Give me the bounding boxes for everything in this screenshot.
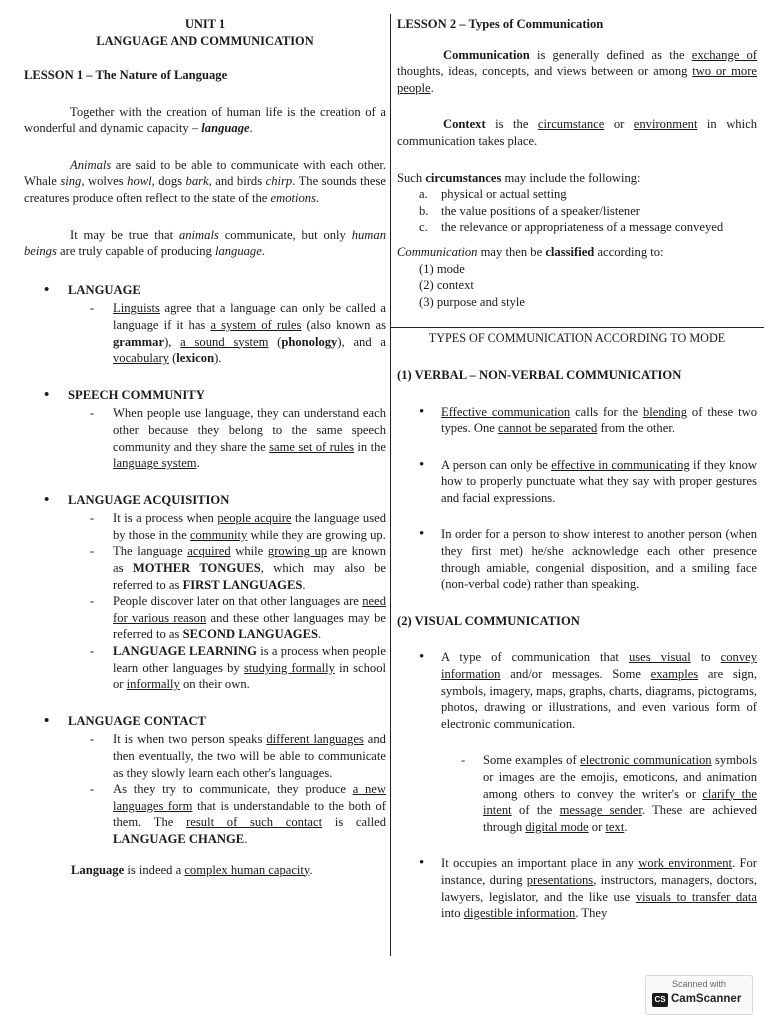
text-run: and these other languages may be referred to as (113, 610, 386, 642)
text-run: It is when two person speaks (113, 732, 267, 747)
lesson1-title: LESSON 1 – The Nature of Language (24, 68, 228, 82)
text-run: , instructors, managers, doctors, lawyers, legislator, and the like use (441, 872, 757, 904)
section-item (24, 593, 386, 643)
text-run: exchange of (691, 47, 758, 62)
section-item (24, 731, 386, 781)
section-heading: • LANGUAGE ACQUISITION (24, 492, 386, 509)
text-run: Animals (70, 157, 112, 172)
text-run: examples (650, 667, 699, 682)
text-run: on their own. (179, 677, 250, 692)
text-run: if they know how to properly punctuate what they say with proper gestures and facial expressions. (441, 457, 757, 505)
list-text: the value positions of a speaker/listener (441, 203, 640, 218)
text-run: while (230, 544, 268, 559)
text-run: vocabulary (113, 351, 169, 366)
text-run: of these two types. One (441, 404, 757, 436)
text-run: , and birds (208, 174, 266, 189)
text-run: acquired (187, 544, 231, 559)
text-run: animals (178, 227, 219, 242)
text-run: , which may also be referred to as (113, 561, 387, 592)
left-column (24, 16, 386, 878)
text-run: are sign, symbols, imagery, maps, graphs, charts, diagrams, pictograms, photos, drawing or illustrations, and even various form of electronic communication. (441, 667, 757, 731)
text-run: Some examples of (483, 753, 581, 768)
text-run: electronic communication (580, 753, 712, 768)
communication-definition (397, 47, 757, 97)
text-run: thoughts, ideas, concepts, and views between or among (397, 64, 693, 79)
camscanner-name: CamScanner (671, 993, 742, 1005)
text-run: . (261, 244, 265, 259)
text-run: , dogs (151, 174, 186, 189)
text-run: human beings (24, 227, 386, 259)
text-run: community (189, 527, 248, 542)
text-run: visuals to transfer data (635, 889, 757, 904)
section-heading: • SPEECH COMMUNITY (24, 387, 386, 404)
text-run: sing (60, 174, 82, 189)
text-run: uses visual (628, 650, 691, 665)
text-run: , wolves (81, 174, 128, 189)
text-run: FIRST LANGUAGES (182, 577, 303, 592)
visual-sub-item (397, 752, 757, 835)
text-run: classified (545, 244, 595, 259)
text-run: ( (268, 334, 282, 349)
text-run: blending (642, 404, 688, 419)
camscanner-logo-icon: CS (652, 993, 668, 1007)
text-run: is generally defined as the (529, 47, 692, 62)
section-item (24, 300, 386, 366)
human-language-paragraph (24, 227, 386, 260)
text-run: lexicon (176, 351, 215, 366)
section-heading: • LANGUAGE (24, 282, 386, 299)
section-item (24, 543, 386, 593)
text-run: the language used by those in the (113, 511, 386, 542)
text-run: into (441, 906, 464, 921)
text-run: Communication (443, 47, 530, 62)
circumstance-item (397, 203, 757, 220)
text-run: a sound system (180, 334, 269, 349)
text-run: digital mode (525, 819, 589, 834)
text-run: ( (168, 351, 177, 366)
text-run: . (309, 862, 313, 877)
text-run: ), (164, 334, 181, 349)
text-run: agree that a language can only be called a language if it has (113, 301, 386, 332)
unit-number: UNIT 1 (184, 17, 226, 31)
text-run: emotions (270, 190, 316, 205)
text-run: are said to be able to communicate with each other. Whale (24, 157, 386, 189)
text-run: in school or (113, 660, 386, 692)
text-run: Language (71, 862, 125, 877)
text-run: complex human capacity (184, 862, 310, 877)
verbal-bullet (397, 404, 757, 437)
verbal-bullet (397, 457, 757, 507)
text-run: different languages (266, 732, 364, 747)
text-run: that is understandable to the both of them. The (113, 798, 386, 830)
text-run: Communication (397, 244, 478, 259)
text-run: When people use language, they can understand each other because they belong to the same speech community and they share the (113, 406, 386, 454)
text-run: SECOND LANGUAGES (182, 627, 318, 642)
text-run: A person can only be (441, 457, 552, 472)
text-run: (also known as (301, 317, 386, 332)
text-run: a new languages form (113, 782, 386, 813)
text-run: of the (511, 803, 560, 818)
list-marker: a. (419, 187, 428, 202)
text-run: environment (633, 117, 698, 132)
text-run: or (588, 819, 606, 834)
list-marker: b. (419, 203, 429, 218)
text-run: studying formally (243, 660, 335, 675)
text-run: to (690, 650, 721, 665)
classification-item: (2) context (419, 278, 474, 293)
section-item (24, 643, 386, 693)
classification-list (397, 261, 757, 311)
section-item (24, 781, 386, 847)
unit-title: LANGUAGE AND COMMUNICATION (96, 34, 314, 48)
text-run: is the (485, 117, 538, 132)
text-run: calls for the (570, 404, 643, 419)
classified-intro (397, 244, 757, 261)
text-run: . These are achieved through (483, 803, 757, 834)
text-run: ). (214, 351, 222, 366)
text-run: may then be (477, 244, 546, 259)
text-run: . (318, 627, 322, 642)
text-run: need for various reason (113, 594, 386, 625)
text-run: clarify the intent (483, 786, 758, 818)
text-run: same set of rules (269, 439, 355, 454)
text-run: LANGUAGE CHANGE (113, 831, 245, 846)
text-run: Linguists (113, 301, 160, 316)
text-run: according to: (594, 244, 664, 259)
text-run: in which communication takes place. (397, 117, 757, 148)
list-text: physical or actual setting (441, 187, 567, 202)
text-run: and then eventually, the two will be able to communicate as they slowly learn each other's languages. (113, 732, 386, 780)
text-run: a system of rules (210, 317, 302, 332)
text-run: In order for a person to show interest to another person (when they first met) he/she acknowledge each other presence through amiable, congenial disposition, and a smiling face (non-verbal code) rather than speaking. (441, 527, 757, 592)
text-run: digestible information (463, 906, 576, 921)
text-run: language (214, 244, 262, 259)
text-run: . (316, 190, 320, 205)
text-run: Such (397, 170, 426, 185)
classification-item: (1) mode (419, 261, 465, 276)
section-heading: • LANGUAGE CONTACT (24, 713, 386, 730)
classification-item: (3) purpose and style (419, 294, 525, 309)
list-marker: c. (419, 220, 428, 235)
text-run: convey information (441, 650, 758, 682)
text-run: communicate, but only (218, 227, 352, 242)
circumstance-item (397, 219, 757, 236)
text-run: are truly capable of producing (56, 244, 215, 259)
text-run: . The sounds these creatures produce often reflect to the state of the (24, 174, 387, 205)
text-run: cannot be separated (498, 421, 598, 436)
section-item (24, 510, 386, 543)
column-divider (390, 14, 391, 956)
text-run: It occupies an important place in any (441, 856, 639, 871)
text-run: It may be true that (70, 227, 179, 242)
text-run: phonology (281, 334, 338, 349)
list-text: the relevance or appropriateness of a message conveyed (441, 220, 724, 235)
circumstances-intro (397, 170, 757, 187)
text-run: are known as (113, 544, 387, 576)
types-heading: TYPES OF COMMUNICATION ACCORDING TO MODE (428, 331, 726, 346)
context-definition (397, 116, 757, 149)
text-run: . They (575, 906, 608, 921)
camscanner-badge (645, 975, 753, 1015)
text-run: chirp (265, 174, 293, 189)
text-run: and/or messages. Some (500, 667, 651, 682)
right-column (397, 16, 757, 922)
text-run: . (302, 577, 306, 592)
text-run: As they try to communicate, they produce (113, 782, 353, 797)
text-run: informally (126, 677, 180, 692)
text-run: . (430, 80, 434, 95)
text-run: symbols or images are the emojis, emoticons, and animation among others to convey the writer's or (483, 753, 758, 801)
text-run: while they are growing up. (247, 527, 386, 542)
text-run: grammar (113, 334, 165, 349)
text-run: result of such contact (186, 815, 323, 830)
text-run: MOTHER TONGUES (132, 561, 261, 576)
text-run: work environment (638, 856, 733, 871)
text-run: circumstance (537, 117, 605, 132)
text-run: circumstances (425, 170, 502, 185)
text-run: growing up (267, 544, 328, 559)
intro-paragraph: Together with the creation of human life is the creation of a wonderful and dynamic capacity – language. (24, 104, 386, 136)
left-sections (24, 260, 386, 848)
text-run: It is a process when (113, 511, 218, 526)
text-run: from the other. (597, 421, 675, 436)
text-run: . (624, 819, 628, 834)
text-run: . (244, 831, 248, 846)
circumstances-list (397, 186, 757, 236)
verbal-bullet (397, 526, 757, 592)
verbal-heading: (1) VERBAL – NON-VERBAL COMMUNICATION (397, 367, 682, 382)
text-run: people acquire (217, 511, 292, 526)
text-run: howl (127, 174, 152, 189)
scanned-with-label: Scanned with (671, 979, 727, 989)
circumstance-item (397, 186, 757, 203)
lesson2-title: LESSON 2 – Types of Communication (397, 17, 604, 31)
verbal-items (397, 404, 757, 613)
text-run: Context (443, 117, 486, 132)
text-run: Effective communication (441, 404, 571, 419)
text-run: A type of communication that (441, 650, 629, 665)
text-run: or (604, 117, 634, 132)
text-run: The language (113, 544, 188, 559)
visual-heading: (2) VISUAL COMMUNICATION (397, 613, 580, 628)
text-run: message sender (559, 803, 642, 818)
text-run: ), and a (337, 334, 386, 349)
visual-bullet (397, 855, 757, 921)
visual-bullet (397, 649, 757, 732)
text-run: is called (322, 815, 386, 830)
text-run: may include the following: (501, 170, 641, 185)
section-item (24, 405, 386, 471)
text-run: . For instance, during (441, 856, 757, 887)
text-run: . (196, 456, 200, 471)
text-run: two or more people (397, 64, 757, 95)
text-run: effective in communicating (551, 457, 690, 472)
animals-paragraph (24, 157, 386, 207)
text-run: is a process when people learn other languages by (113, 644, 386, 675)
text-run: in the (354, 439, 386, 454)
text-run: text (605, 819, 625, 834)
text-run: presentations (526, 872, 594, 887)
text-run: is indeed a (124, 862, 185, 877)
closing-statement (24, 862, 386, 879)
text-run: bark (185, 174, 209, 189)
text-run: LANGUAGE LEARNING (113, 644, 257, 659)
text-run: People discover later on that other languages are (113, 594, 363, 609)
text-run: language system (113, 456, 197, 471)
